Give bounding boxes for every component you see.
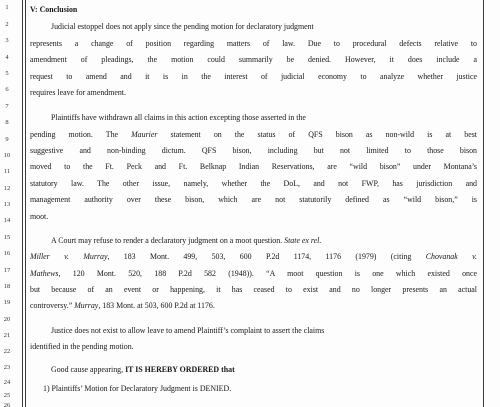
left-margin-rule <box>25 0 26 407</box>
line-number: 5 <box>5 70 9 77</box>
text-run: , 183 Mont. at 503, 600 P.2d at 1176. <box>98 301 215 310</box>
line-number: 21 <box>3 332 11 339</box>
line-number: 16 <box>3 250 11 257</box>
line-number: 9 <box>5 136 9 143</box>
text-line: moot. <box>30 212 49 221</box>
text-line <box>30 365 477 375</box>
line-number: 8 <box>5 119 9 126</box>
text-line: amendment of pleadings, the motion could summarily be denied. However, it does include a <box>30 55 477 64</box>
text-line: Plaintiffs have withdrawn all claims in this action excepting those asserted in the <box>51 113 306 122</box>
line-number: 24 <box>3 379 11 386</box>
text-line: Justice does not exist to allow leave to amend Plaintiff’s complaint to assert the claims <box>51 326 325 335</box>
line-number: 25 <box>3 392 11 399</box>
text-line <box>30 301 477 311</box>
section-heading: V: Conclusion <box>30 5 78 14</box>
line-number: 19 <box>3 299 11 306</box>
line-number: 4 <box>5 54 9 61</box>
line-number: 14 <box>3 217 11 224</box>
line-number: 6 <box>5 86 9 93</box>
text-line <box>30 252 477 262</box>
case-name: Maurier <box>131 130 158 139</box>
text-line: identified in the pending motion. <box>30 342 134 351</box>
text-line: request to amend and it is in the interest of judicial economy to analyze whether justice <box>30 72 477 81</box>
text-line: represents a change of position regarding matters of law. Due to procedural defects relative to <box>30 39 477 48</box>
case-name: Chovanak v. <box>425 252 477 261</box>
line-number: 22 <box>3 348 11 355</box>
text-line: suggestive and non-binding dictum. QFS bison, including but not limited to those bison <box>30 146 477 155</box>
text-run: pending motion. The <box>30 130 119 139</box>
text-line: management authority over these bison, which are not statutorily defined as “wild bison,” is <box>30 195 477 204</box>
case-name: Miller v. Murray <box>30 252 108 261</box>
line-number: 20 <box>3 316 11 323</box>
line-number: 13 <box>3 201 11 208</box>
order-item: 1) Plaintiffs’ Motion for Declaratory Judgment is DENIED. <box>43 384 232 393</box>
line-number: 1 <box>5 4 9 11</box>
line-number: 17 <box>3 267 11 274</box>
text-run: controversy.” <box>30 301 73 310</box>
text-line <box>30 236 477 246</box>
case-citation: State ex rel. <box>284 236 322 245</box>
line-number: 7 <box>5 103 9 110</box>
text-line: Judicial estoppel does not apply since the pending motion for declaratory judgment <box>51 22 314 31</box>
text-line: but because of an event or happening, it has ceased to exist and no longer presents an actual <box>30 285 477 294</box>
text-line <box>30 130 477 140</box>
line-number: 10 <box>3 152 11 159</box>
right-margin-rule <box>483 0 484 407</box>
line-number: 23 <box>3 364 11 371</box>
line-number: 3 <box>5 37 9 44</box>
case-name: Murray <box>74 301 99 310</box>
order-phrase: IT IS HEREBY ORDERED that <box>125 365 235 374</box>
line-number: 12 <box>3 185 11 192</box>
text-run: A Court may refuse to render a declaratory judgment on a moot question. <box>51 236 283 245</box>
case-name: Mathews <box>30 269 59 278</box>
text-run: , 120 Mont. 520, 188 P.2d 582 (1948)). “A moot question is one which existed once <box>58 269 477 278</box>
text-line: moved to the Ft. Peck and Ft. Belknap Indian Reservations, are “wild bison” under Montana’s <box>30 162 477 171</box>
text-run: statement on the status of QFS bison as non-wild is at best <box>170 130 477 139</box>
line-number: 18 <box>3 283 11 290</box>
text-run: , 183 Mont. 499, 503, 600 P.2d 1174, 1176 (1979) (citing <box>107 252 412 261</box>
text-line: statutory law. The other issue, namely, whether the DoL, and not FWP, has jurisdiction and <box>30 179 477 188</box>
left-margin-rule <box>22 0 23 407</box>
text-line: requires leave for amendment. <box>30 88 126 97</box>
line-number: 26 <box>3 402 11 407</box>
line-number: 11 <box>3 168 11 175</box>
line-number: 15 <box>3 234 11 241</box>
text-line <box>30 269 477 279</box>
text-run: Good cause appearing, <box>51 365 124 374</box>
line-number: 2 <box>5 21 9 28</box>
